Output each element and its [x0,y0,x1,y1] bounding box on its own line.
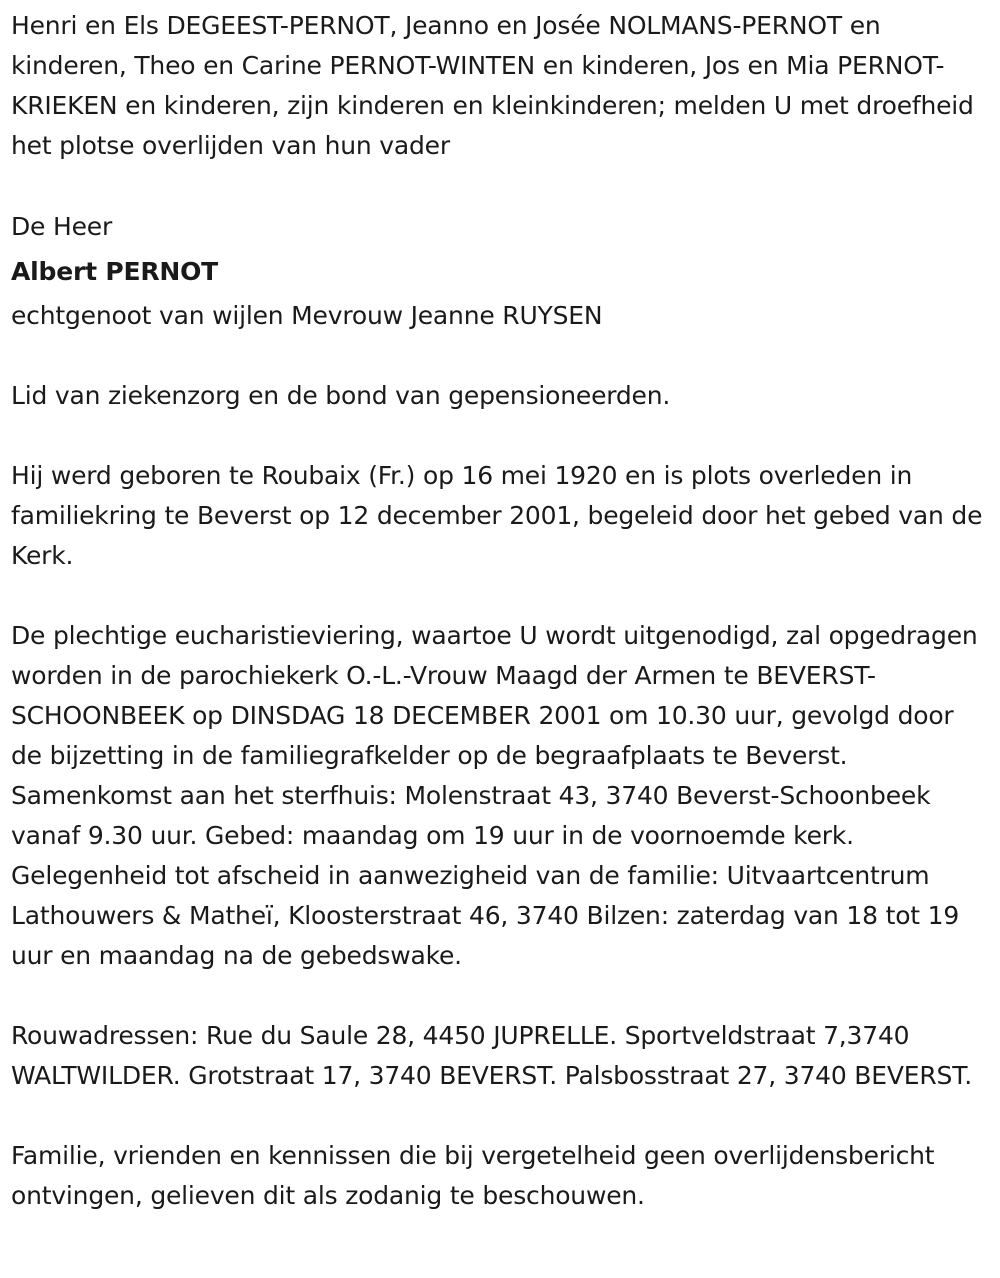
spacer [11,336,992,376]
membership-paragraph: Lid van ziekenzorg en de bond van gepensioneerden. [11,381,671,410]
spacer [11,576,992,616]
addresses-paragraph: Rouwadressen: Rue du Saule 28, 4450 JUPRELLE. Sportveldstraat 7,3740 WALTWILDER. Grotstraat 17, 3740 BEVERST. Palsbosstraat 27, 3740 BEVERST. [11,1021,973,1090]
spacer [11,976,992,1016]
ceremony-paragraph: De plechtige eucharistieviering, waartoe U wordt uitgenodigd, zal opgedragen worden in de parochiekerk O.-L.-Vrouw Maagd der Armen te BEVERST-SCHOONBEEK op DINSDAG 18 DECEMBER 2001 om 10.30 uur, gevolgd door de bijzetting in de familiegrafkelder op de begraafplaats te Beverst. Samenkomst aan het sterfhuis: Molenstraat 43, 3740 Beverst-Schoonbeek vanaf 9.30 uur. Gebed: maandag om 19 uur in de voornoemde kerk. Gelegenheid tot afscheid in aanwezigheid van de familie: Uitvaartcentrum Lathouwers & Matheï, Kloosterstraat 46, 3740 Bilzen: zaterdag van 18 tot 19 uur en maandag na de gebedswake. [11,621,978,970]
spacer [11,416,992,456]
spouse-line: echtgenoot van wijlen Mevrouw Jeanne RUYSEN [11,301,603,330]
spacer [11,1096,992,1136]
intro-paragraph: Henri en Els DEGEEST-PERNOT, Jeanno en Josée NOLMANS-PERNOT en kinderen, Theo en Carine PERNOT-WINTEN en kinderen, Jos en Mia PERNOT-KRIEKEN en kinderen, zijn kinderen en kleinkinderen; melden U met droefheid het plotse overlijden van hun vader [11,11,974,160]
deceased-name: Albert PERNOT [11,257,219,286]
salutation: De Heer [11,212,113,241]
birth-death-paragraph: Hij werd geboren te Roubaix (Fr.) op 16 mei 1920 en is plots overleden in familiekring te Beverst op 12 december 2001, begeleid door het gebed van de Kerk. [11,461,983,570]
closing-paragraph: Familie, vrienden en kennissen die bij vergetelheid geen overlijdensbericht ontvingen, gelieven dit als zodanig te beschouwen. [11,1141,935,1210]
spacer [11,166,992,206]
